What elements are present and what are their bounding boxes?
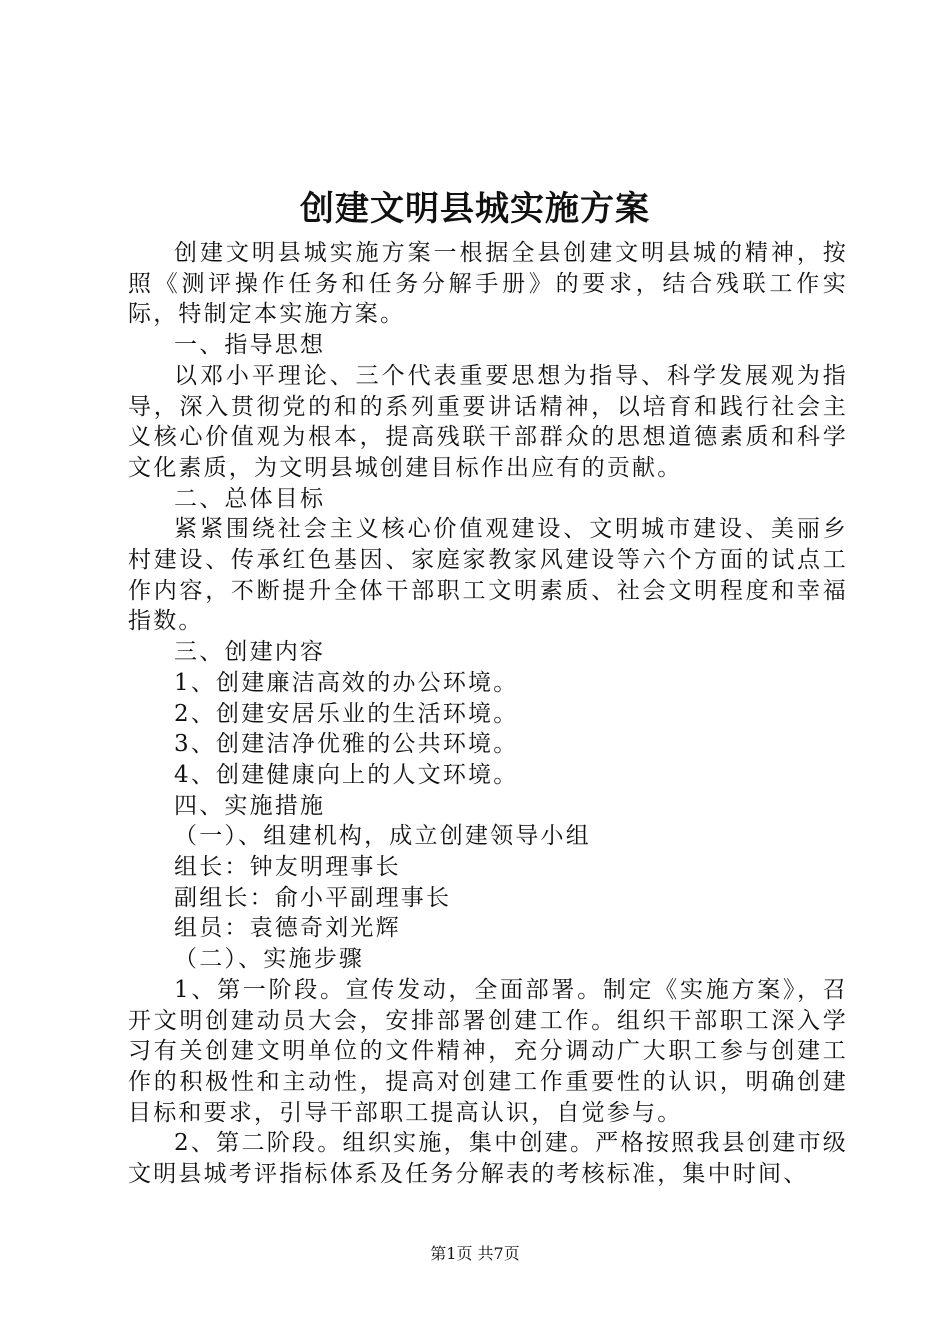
content-item: 4、创建健康向上的人文环境。 <box>174 761 519 788</box>
document-title: 创建文明县城实施方案 <box>300 189 650 229</box>
subsection-heading-organization: （一）、组建机构，成立创建领导小组 <box>174 823 591 850</box>
content-item: 3、创建洁净优雅的公共环境。 <box>174 731 519 758</box>
intro-paragraph: 创建文明县城实施方案一根据全县创建文明县城的精神，按照《测评操作任务和任务分解手册》的要求，结合残联工作实际，特制定本实施方案。 <box>128 240 848 328</box>
document-body <box>128 238 848 1190</box>
content-item: 2、创建安居乐业的生活环境。 <box>174 700 519 727</box>
subsection-heading-steps: （二）、实施步骤 <box>174 946 365 973</box>
section-heading-overall-goal: 二、总体目标 <box>174 485 326 512</box>
stage-two-paragraph: 2、第二阶段。组织实施，集中创建。严格按照我县创建市级文明县城考评指标体系及任务分解表的考核标准，集中时间、 <box>128 1130 848 1188</box>
section-heading-content: 三、创建内容 <box>174 639 326 666</box>
overall-goal-paragraph: 紧紧围绕社会主义核心价值观建设、文明城市建设、美丽乡村建设、传承红色基因、家庭家教家风建设等六个方面的试点工作内容，不断提升全体干部职工文明素质、社会文明程度和幸福指数。 <box>128 516 848 635</box>
content-item: 1、创建廉洁高效的办公环境。 <box>174 669 519 696</box>
section-heading-measures: 四、实施措施 <box>174 792 326 819</box>
page-number-footer: 第1页 共7页 <box>430 1244 520 1263</box>
guiding-ideology-paragraph: 以邓小平理论、三个代表重要思想为指导、科学发展观为指导，深入贯彻党的和的系列重要讲话精神，以培育和践行社会主义核心价值观为根本，提高残联干部群众的思想道德素质和科学文化素质，为文明县城创建目标作出应有的贡献。 <box>128 362 848 481</box>
section-heading-guiding-ideology: 一、指导思想 <box>174 332 326 359</box>
team-members-line: 组员：袁德奇刘光辉 <box>174 915 401 942</box>
stage-one-paragraph: 1、第一阶段。宣传发动，全面部署。制定《实施方案》，召开文明创建动员大会，安排部署创建工作。组织干部职工深入学习有关创建文明单位的文件精神，充分调动广大职工参与创建工作的积极性和主动性，提高对创建工作重要性的认识，明确创建目标和要求，引导干部职工提高认识，自觉参与。 <box>128 976 848 1126</box>
team-leader-line: 组长：钟友明理事长 <box>174 854 401 881</box>
deputy-leader-line: 副组长：俞小平副理事长 <box>174 884 452 911</box>
